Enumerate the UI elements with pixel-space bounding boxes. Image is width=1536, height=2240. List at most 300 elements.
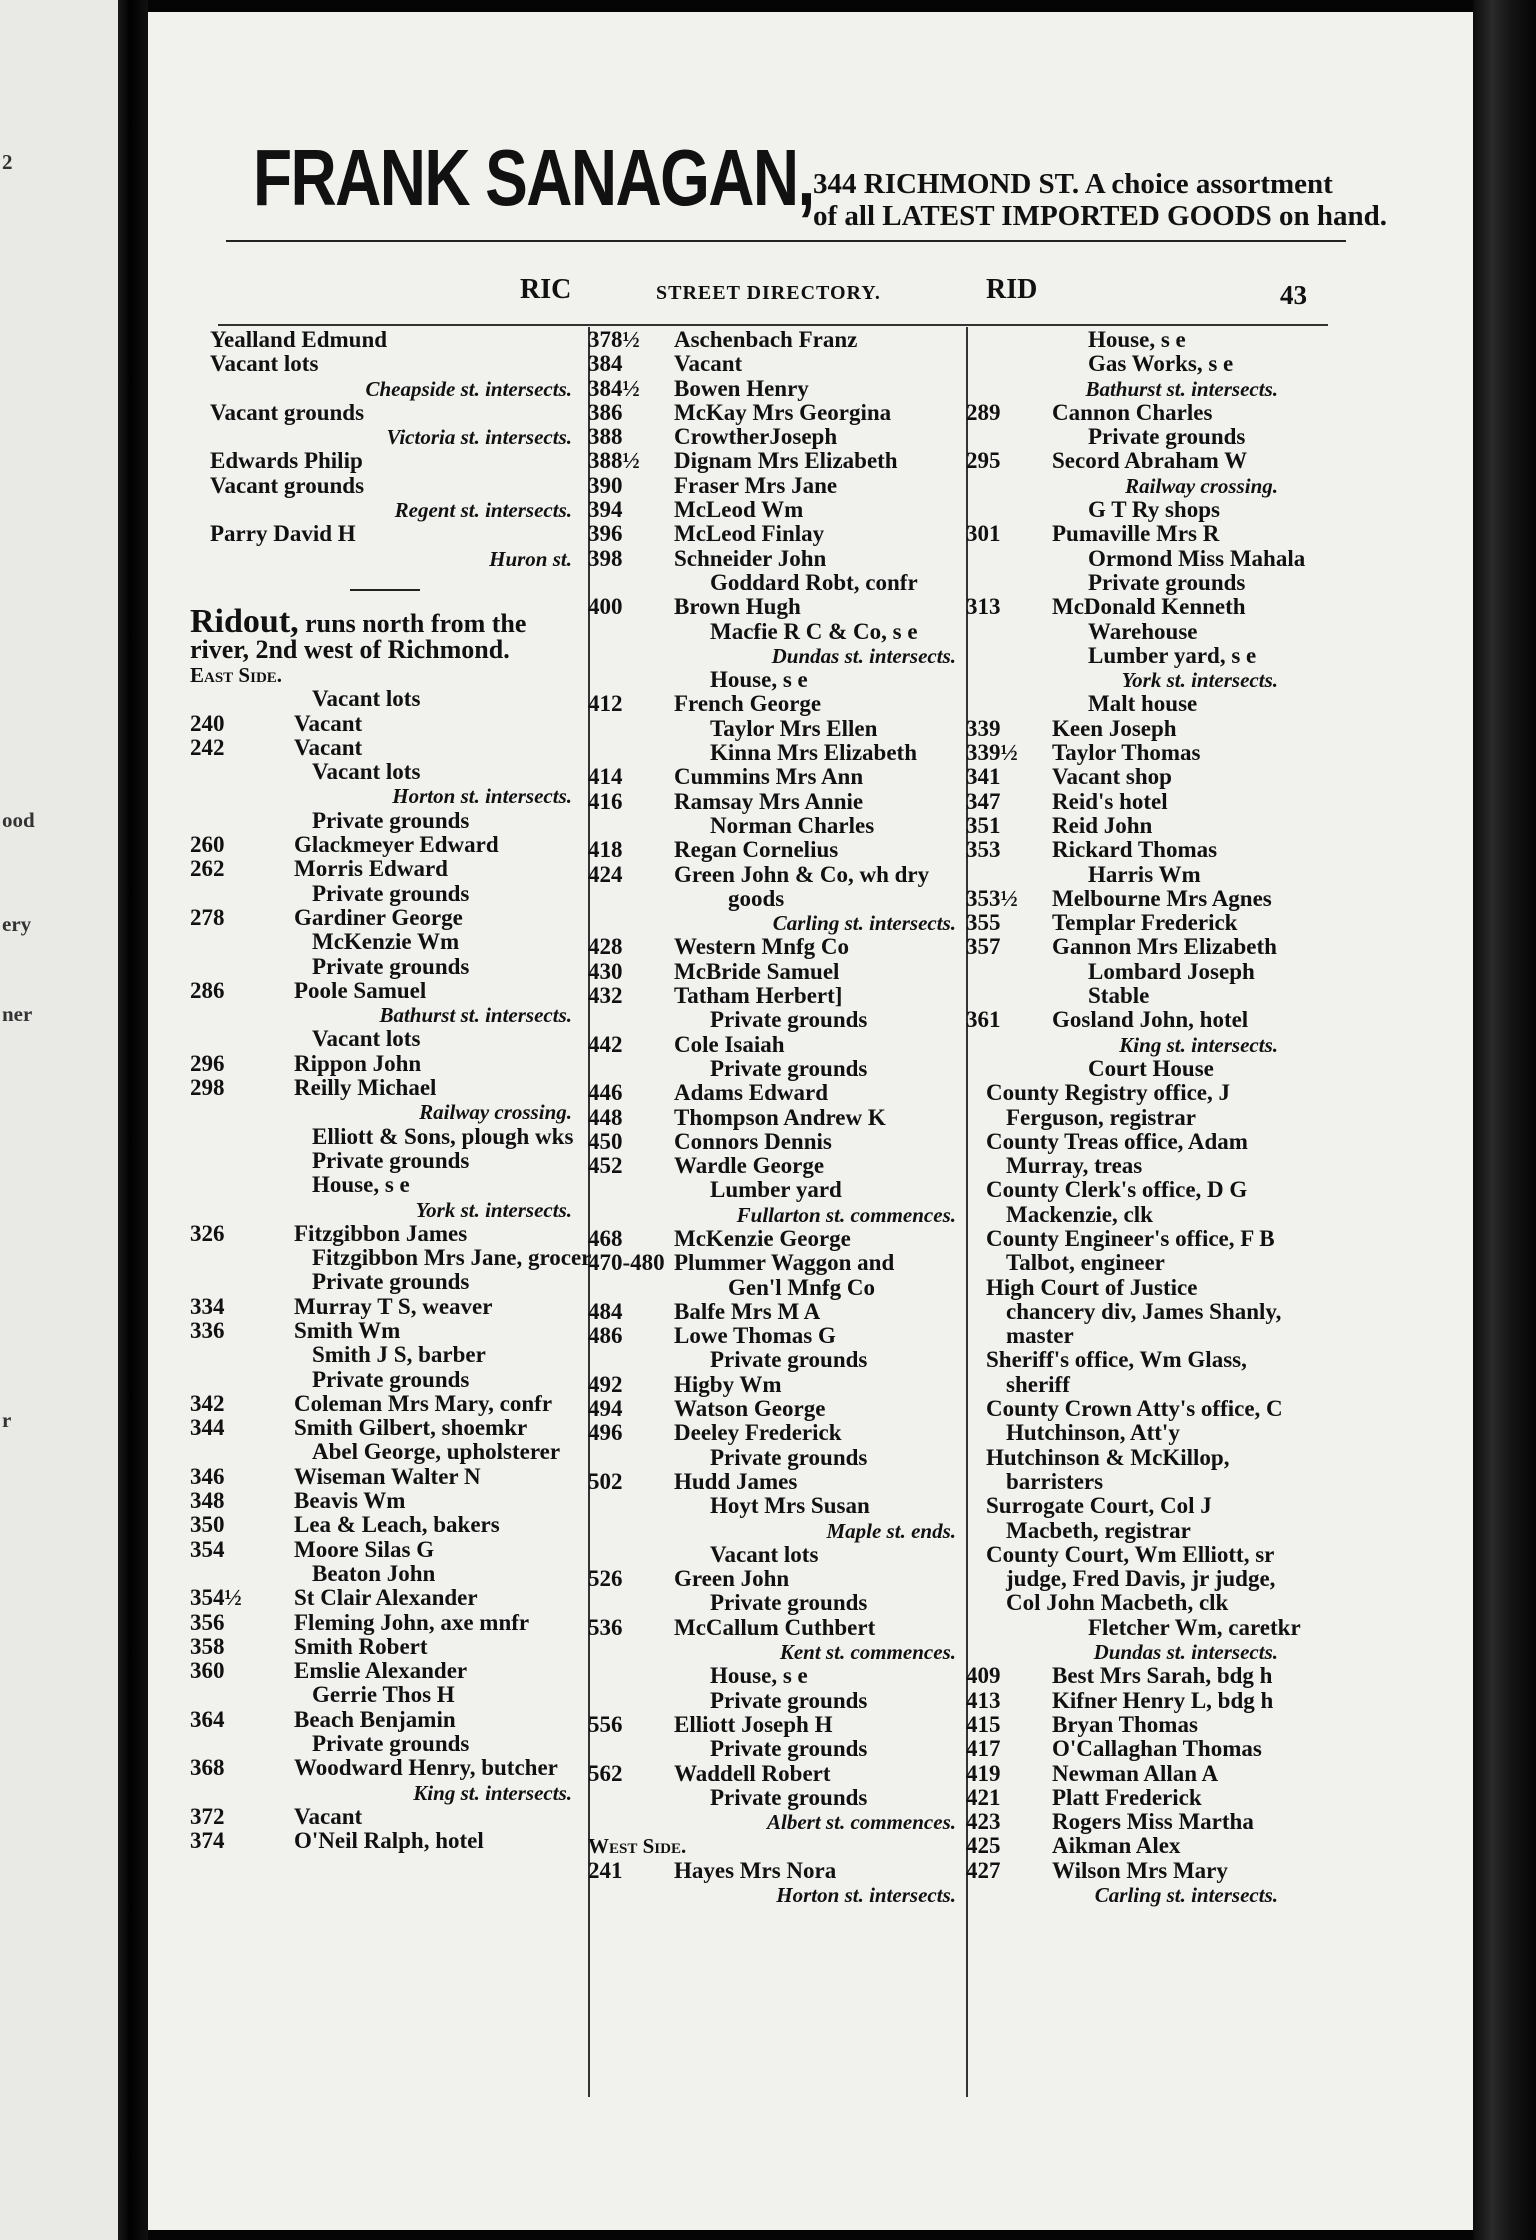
street-number: 364 xyxy=(190,1706,225,1732)
directory-entry xyxy=(588,474,964,498)
street-number: 356 xyxy=(190,1609,225,1635)
previous-page-fragment: ood xyxy=(2,808,35,832)
directory-entry xyxy=(588,425,964,449)
directory-entry xyxy=(588,595,964,619)
street-intersection-note: Victoria st. intersects. xyxy=(386,425,572,450)
header-rule xyxy=(218,324,1328,326)
occupant-name: Pumaville Mrs R xyxy=(1052,521,1220,547)
street-intersection-note: Cheapside st. intersects. xyxy=(365,376,572,401)
directory-entry xyxy=(190,1513,580,1537)
street-number: 384½ xyxy=(588,375,640,401)
directory-entry: Private grounds xyxy=(710,1784,868,1810)
directory-entry xyxy=(588,328,964,352)
directory-entry xyxy=(966,449,1286,473)
directory-entry: Hutchinson & McKillop, barristers xyxy=(986,1444,1230,1494)
directory-entry: Gas Works, s e xyxy=(1088,351,1234,377)
occupant-name: Hayes Mrs Nora xyxy=(674,1857,837,1883)
directory-entry xyxy=(588,1106,964,1130)
section-dash xyxy=(350,589,420,591)
directory-entry: Beaton John xyxy=(312,1560,436,1586)
street-number: 344 xyxy=(190,1415,225,1441)
directory-entry: Private grounds xyxy=(710,1007,868,1033)
street-number: 412 xyxy=(588,691,623,717)
street-number: 326 xyxy=(190,1220,225,1246)
occupant-name: Cummins Mrs Ann xyxy=(674,764,864,790)
street-number: 386 xyxy=(588,399,623,425)
occupant-name: McKenzie George xyxy=(674,1225,851,1251)
directory-entry xyxy=(588,1762,964,1786)
occupant-name: Kifner Henry L, bdg h xyxy=(1052,1687,1274,1713)
directory-entry xyxy=(190,1222,580,1246)
directory-entry xyxy=(190,857,580,881)
occupant-name: McBride Samuel xyxy=(674,958,840,984)
directory-entry xyxy=(588,935,964,959)
street-number: 486 xyxy=(588,1323,623,1349)
occupant-name: Aikman Alex xyxy=(1052,1833,1181,1859)
directory-entry xyxy=(966,1713,1286,1737)
occupant-name: Elliott Joseph H xyxy=(674,1711,833,1737)
street-number: 398 xyxy=(588,545,623,571)
street-number: 378½ xyxy=(588,327,640,352)
directory-column-1 xyxy=(190,327,592,1854)
street-number: 242 xyxy=(190,734,225,760)
directory-entry: Macfie R C & Co, s e xyxy=(710,618,918,644)
occupant-name: Adams Edward xyxy=(674,1080,829,1106)
directory-entry xyxy=(190,906,580,930)
street-intersection-note: York st. intersects. xyxy=(1121,668,1278,693)
street-number: 396 xyxy=(588,521,623,547)
directory-entry xyxy=(190,1052,580,1076)
directory-entry: Hoyt Mrs Susan xyxy=(710,1493,870,1519)
street-number: 452 xyxy=(588,1153,623,1179)
occupant-name: McCallum Cuthbert xyxy=(674,1614,876,1640)
occupant-name: Platt Frederick xyxy=(1052,1784,1202,1810)
street-intersection-note: Albert st. commences. xyxy=(767,1810,956,1835)
directory-entry xyxy=(190,1611,580,1635)
directory-entry: Court House xyxy=(1088,1055,1214,1081)
street-intersection-note: Dundas st. intersects. xyxy=(1093,1640,1278,1665)
directory-entry: Private grounds xyxy=(312,1269,470,1295)
street-intersection-note: Horton st. intersects. xyxy=(392,784,572,809)
directory-entry xyxy=(588,1154,964,1178)
occupant-name: Newman Allan A xyxy=(1052,1760,1219,1786)
street-number: 562 xyxy=(588,1760,623,1786)
directory-entry: Surrogate Court, Col J Macbeth, registrar xyxy=(986,1493,1212,1543)
street-number: 374 xyxy=(190,1828,225,1854)
street-number: 361 xyxy=(966,1007,1001,1033)
occupant-name: Thompson Andrew K xyxy=(674,1104,886,1130)
occupant-name: Vacant xyxy=(674,351,743,377)
street-intersection-note: King st. intersects. xyxy=(413,1780,572,1805)
directory-entry xyxy=(966,1008,1286,1032)
occupant-name: French George xyxy=(674,691,822,717)
directory-entry: Private grounds xyxy=(312,1147,470,1173)
directory-entry xyxy=(588,1324,964,1348)
occupant-name: Coleman Mrs Mary, confr xyxy=(294,1390,553,1416)
occupant-name: Wilson Mrs Mary xyxy=(1052,1857,1228,1883)
directory-entry xyxy=(190,736,580,760)
occupant-name: Poole Samuel xyxy=(294,977,427,1003)
directory-entry xyxy=(966,1786,1286,1810)
occupant-name: Taylor Thomas xyxy=(1052,740,1201,766)
occupant-name: Reilly Michael xyxy=(294,1075,437,1101)
directory-entry xyxy=(588,498,964,522)
occupant-name: McLeod Finlay xyxy=(674,521,825,547)
directory-entry: Vacant lots xyxy=(312,1026,421,1052)
directory-entry: Vacant lots xyxy=(312,686,421,712)
street-number: 409 xyxy=(966,1663,1001,1689)
directory-entry: House, s e xyxy=(710,667,808,693)
previous-page-fragment: ner xyxy=(2,1002,33,1026)
occupant-name: Wardle George xyxy=(674,1153,825,1179)
directory-entry: Warehouse xyxy=(1088,618,1198,644)
street-intersection-note: Bathurst st. intersects. xyxy=(379,1003,572,1028)
street-number: 346 xyxy=(190,1463,225,1489)
running-header-right: RID xyxy=(986,274,1038,305)
occupant-name: Secord Abraham W xyxy=(1052,448,1248,474)
street-number: 351 xyxy=(966,812,1001,838)
street-number: 416 xyxy=(588,788,623,814)
directory-entry xyxy=(588,863,964,887)
directory-entry: House, s e xyxy=(1088,327,1186,352)
directory-entry: McKenzie Wm xyxy=(312,929,460,955)
street-intersection-note: Maple st. ends. xyxy=(826,1518,956,1543)
advertisement-line-2: of all LATEST IMPORTED GOODS on hand. xyxy=(813,200,1388,232)
street-intersection-note: Carling st. intersects. xyxy=(1094,1883,1278,1907)
directory-entry: County Court, Wm Elliott, sr judge, Fred Davis, jr judge, Col John Macbeth, clk xyxy=(986,1541,1276,1616)
directory-entry: Malt house xyxy=(1088,691,1198,717)
street-number: 423 xyxy=(966,1809,1001,1835)
advertiser-name: FRANK SANAGAN, xyxy=(253,133,814,222)
directory-entry xyxy=(588,449,964,473)
occupant-name: Smith Gilbert, shoemkr xyxy=(294,1415,528,1441)
advertisement-text xyxy=(813,168,1387,232)
directory-entry xyxy=(588,1616,964,1640)
directory-entry xyxy=(588,692,964,716)
street-number: 354 xyxy=(190,1536,225,1562)
street-number: 286 xyxy=(190,977,225,1003)
occupant-name: Gosland John, hotel xyxy=(1052,1007,1249,1033)
occupant-name: Keen Joseph xyxy=(1052,715,1177,741)
directory-entry xyxy=(588,1713,964,1737)
street-number: 432 xyxy=(588,983,623,1009)
occupant-name: Ramsay Mrs Annie xyxy=(674,788,864,814)
occupant-name: Smith Robert xyxy=(294,1633,428,1659)
street-number: 241 xyxy=(588,1857,623,1883)
occupant-name: Vacant xyxy=(294,734,363,760)
street-heading: Ridout, runs north from the river, 2nd west of Richmond. xyxy=(190,602,527,664)
occupant-name: Regan Cornelius xyxy=(674,837,839,863)
occupant-name: Rickard Thomas xyxy=(1052,837,1218,863)
street-number: 301 xyxy=(966,521,1001,547)
street-number: 446 xyxy=(588,1080,623,1106)
street-number: 360 xyxy=(190,1658,225,1684)
directory-entry xyxy=(190,1708,580,1732)
occupant-name: Watson George xyxy=(674,1396,826,1422)
occupant-name: Vacant shop xyxy=(1052,764,1172,790)
directory-entry: G T Ry shops xyxy=(1088,497,1220,523)
directory-entry xyxy=(588,765,964,789)
occupant-name: Murray T S, weaver xyxy=(294,1293,493,1319)
directory-column-3 xyxy=(966,327,1306,1907)
street-number: 298 xyxy=(190,1075,225,1101)
previous-page-edge xyxy=(0,0,118,2240)
street-number: 390 xyxy=(588,472,623,498)
street-intersection-note: Railway crossing. xyxy=(419,1100,572,1125)
occupant-name: Higby Wm xyxy=(674,1371,782,1397)
directory-entry xyxy=(588,522,964,546)
directory-entry: Private grounds xyxy=(710,1347,868,1373)
street-number: 400 xyxy=(588,594,623,620)
book-page-edges xyxy=(1473,0,1536,2240)
directory-entry xyxy=(190,1416,580,1440)
street-intersection-note: King st. intersects. xyxy=(1119,1032,1278,1057)
directory-entry xyxy=(588,1421,964,1445)
directory-entry xyxy=(966,1689,1286,1713)
occupant-name: Smith Wm xyxy=(294,1317,401,1343)
directory-entry: House, s e xyxy=(312,1172,410,1198)
street-number: 556 xyxy=(588,1711,623,1737)
directory-entry: Vacant lots xyxy=(710,1541,819,1567)
directory-entry xyxy=(588,1300,964,1324)
directory-entry xyxy=(190,1756,580,1780)
directory-entry xyxy=(966,1762,1286,1786)
directory-entry: Harris Wm xyxy=(1088,861,1201,887)
directory-page xyxy=(148,12,1473,2230)
street-number: 413 xyxy=(966,1687,1001,1713)
directory-column-2 xyxy=(588,328,964,1907)
occupant-name: St Clair Alexander xyxy=(294,1585,478,1611)
occupant-name: Gardiner George xyxy=(294,904,463,930)
street-number: 492 xyxy=(588,1371,623,1397)
street-number: 339 xyxy=(966,715,1001,741)
directory-entry xyxy=(588,1130,964,1154)
street-number: 384 xyxy=(588,351,623,377)
street-number: 427 xyxy=(966,1857,1001,1883)
street-number: 295 xyxy=(966,448,1001,474)
directory-entry: Vacant grounds xyxy=(210,472,365,498)
street-number: 260 xyxy=(190,832,225,858)
directory-entry: Stable xyxy=(1088,983,1150,1009)
directory-entry xyxy=(966,401,1286,425)
street-number: 342 xyxy=(190,1390,225,1416)
directory-entry xyxy=(966,595,1286,619)
directory-entry xyxy=(588,1251,964,1275)
street-intersection-note: Carling st. intersects. xyxy=(772,911,956,936)
directory-entry: Private grounds xyxy=(312,1731,470,1757)
street-number: 430 xyxy=(588,958,623,984)
directory-entry: Private grounds xyxy=(312,880,470,906)
street-intersection-note: Dundas st. intersects. xyxy=(771,643,956,668)
directory-entry xyxy=(588,790,964,814)
occupant-name: Connors Dennis xyxy=(674,1128,832,1154)
directory-entry xyxy=(588,1397,964,1421)
street-number: 353 xyxy=(966,837,1001,863)
directory-entry: Abel George, upholsterer xyxy=(312,1439,561,1465)
street-name: Ridout, xyxy=(190,602,299,640)
occupant-name: Brown Hugh xyxy=(674,594,801,620)
directory-entry xyxy=(588,1227,964,1251)
directory-entry: Fitzgibbon Mrs Jane, grocer xyxy=(312,1245,592,1271)
street-number: 424 xyxy=(588,861,623,887)
directory-entry xyxy=(588,1567,964,1591)
street-number: 350 xyxy=(190,1512,225,1538)
street-number: 468 xyxy=(588,1225,623,1251)
occupant-name: Emslie Alexander xyxy=(294,1658,468,1684)
directory-entry: County Crown Atty's office, C Hutchinson, Att'y xyxy=(986,1396,1283,1446)
occupant-name: Bowen Henry xyxy=(674,375,809,401)
directory-entry xyxy=(190,1076,580,1100)
street-number: 484 xyxy=(588,1298,623,1324)
directory-entry xyxy=(588,838,964,862)
directory-entry: Gen'l Mnfg Co xyxy=(728,1274,875,1300)
street-number: 448 xyxy=(588,1104,623,1130)
directory-entry xyxy=(190,979,580,1003)
street-intersection-note: Horton st. intersects. xyxy=(776,1883,956,1907)
occupant-name: Green John xyxy=(674,1566,790,1592)
street-number: 394 xyxy=(588,497,623,523)
directory-entry xyxy=(190,1465,580,1489)
directory-entry: Private grounds xyxy=(1088,424,1246,450)
occupant-name: Wiseman Walter N xyxy=(294,1463,481,1489)
directory-entry: Kinna Mrs Elizabeth xyxy=(710,740,918,766)
side-heading: West Side. xyxy=(588,1834,687,1859)
directory-entry xyxy=(966,935,1286,959)
directory-entry xyxy=(190,1805,580,1829)
occupant-name: Best Mrs Sarah, bdg h xyxy=(1052,1663,1273,1689)
directory-entry xyxy=(190,1489,580,1513)
directory-entry: Vacant lots xyxy=(210,351,319,377)
street-number: 415 xyxy=(966,1711,1001,1737)
street-number: 494 xyxy=(588,1396,623,1422)
book-gutter xyxy=(118,0,148,2240)
occupant-name: O'Neil Ralph, hotel xyxy=(294,1828,484,1854)
directory-entry: Ormond Miss Mahala xyxy=(1088,545,1306,571)
occupant-name: Glackmeyer Edward xyxy=(294,832,499,858)
directory-entry xyxy=(588,1081,964,1105)
directory-entry: Lombard Joseph xyxy=(1088,958,1255,984)
street-number: 418 xyxy=(588,837,623,863)
page-number: 43 xyxy=(1280,280,1307,310)
directory-entry xyxy=(190,1392,580,1416)
directory-entry xyxy=(588,401,964,425)
directory-entry: County Engineer's office, F B Talbot, engineer xyxy=(986,1225,1275,1276)
side-heading: East Side. xyxy=(190,662,283,687)
directory-entry: Private grounds xyxy=(710,1736,868,1762)
directory-entry: Gerrie Thos H xyxy=(312,1682,455,1708)
previous-page-fragment: 2 xyxy=(2,150,13,174)
street-number: 536 xyxy=(588,1614,623,1640)
street-number: 313 xyxy=(966,594,1001,620)
directory-entry xyxy=(966,717,1286,741)
street-intersection-note: Regent st. intersects. xyxy=(394,498,572,523)
occupant-name: Morris Edward xyxy=(294,856,448,882)
directory-entry xyxy=(966,1859,1286,1883)
street-number: 421 xyxy=(966,1784,1001,1810)
directory-entry xyxy=(190,1295,580,1319)
directory-entry: Private grounds xyxy=(710,1055,868,1081)
street-number: 240 xyxy=(190,710,225,736)
directory-entry: Norman Charles xyxy=(710,812,875,838)
advertisement-rule xyxy=(226,240,1346,242)
occupant-name: Gannon Mrs Elizabeth xyxy=(1052,934,1277,960)
directory-entry xyxy=(588,960,964,984)
street-intersection-note: Kent st. commences. xyxy=(779,1640,956,1665)
directory-entry: Private grounds xyxy=(312,953,470,979)
street-intersection-note: York st. intersects. xyxy=(415,1197,572,1222)
street-number: 372 xyxy=(190,1803,225,1829)
occupant-name: O'Callaghan Thomas xyxy=(1052,1736,1262,1762)
directory-entry xyxy=(588,547,964,571)
directory-entry xyxy=(966,814,1286,838)
street-intersection-note: Railway crossing. xyxy=(1125,473,1278,498)
occupant-name: Vacant xyxy=(294,1803,363,1829)
directory-entry: Lumber yard xyxy=(710,1177,842,1203)
street-number: 339½ xyxy=(966,740,1018,766)
street-number: 417 xyxy=(966,1736,1001,1762)
occupant-name: Tatham Herbert] xyxy=(674,983,843,1009)
occupant-name: Lea & Leach, bakers xyxy=(294,1512,500,1538)
directory-entry xyxy=(190,1319,580,1343)
street-intersection-note: Huron st. xyxy=(489,546,572,571)
occupant-name: Lowe Thomas G xyxy=(674,1323,836,1349)
occupant-name: CrowtherJoseph xyxy=(674,424,838,450)
directory-entry: Elliott & Sons, plough wks xyxy=(312,1123,574,1149)
occupant-name: Rogers Miss Martha xyxy=(1052,1809,1254,1835)
previous-page-fragment: r xyxy=(2,1408,12,1432)
street-number: 355 xyxy=(966,910,1001,936)
street-number: 347 xyxy=(966,788,1001,814)
directory-entry xyxy=(190,1659,580,1683)
street-number: 526 xyxy=(588,1566,623,1592)
directory-entry: Private grounds xyxy=(710,1444,868,1470)
occupant-name: Deeley Frederick xyxy=(674,1420,842,1446)
occupant-name: Dignam Mrs Elizabeth xyxy=(674,448,898,474)
directory-entry xyxy=(588,1373,964,1397)
directory-entry: Parry David H xyxy=(210,521,356,547)
occupant-name: Rippon John xyxy=(294,1050,422,1076)
occupant-name: Green John & Co, wh dry xyxy=(674,861,930,887)
occupant-name: Moore Silas G xyxy=(294,1536,435,1562)
occupant-name: Fraser Mrs Jane xyxy=(674,472,838,498)
directory-entry xyxy=(588,377,964,401)
directory-entry xyxy=(190,1635,580,1659)
occupant-name: Fitzgibbon James xyxy=(294,1220,468,1246)
occupant-name: McDonald Kenneth xyxy=(1052,594,1246,620)
occupant-name: Woodward Henry, butcher xyxy=(294,1755,558,1781)
occupant-name: Aschenbach Franz xyxy=(674,327,858,352)
street-number: 334 xyxy=(190,1293,225,1319)
street-intersection-note: Fullarton st. commences. xyxy=(736,1202,956,1227)
street-number: 388½ xyxy=(588,448,640,474)
directory-entry xyxy=(966,1664,1286,1688)
directory-entry xyxy=(588,352,964,376)
directory-entry xyxy=(588,1859,964,1883)
directory-entry: County Registry office, J Ferguson, registrar xyxy=(986,1080,1231,1130)
street-number: 358 xyxy=(190,1633,225,1659)
street-number: 296 xyxy=(190,1050,225,1076)
street-intersection-note: Bathurst st. intersects. xyxy=(1085,376,1278,401)
street-number: 428 xyxy=(588,934,623,960)
occupant-name: Cole Isaiah xyxy=(674,1031,785,1057)
street-number: 336 xyxy=(190,1317,225,1343)
occupant-name: McKay Mrs Georgina xyxy=(674,399,892,425)
directory-entry: County Clerk's office, D G Mackenzie, clk xyxy=(986,1177,1248,1227)
directory-entry: Private grounds xyxy=(710,1687,868,1713)
street-number: 496 xyxy=(588,1420,623,1446)
directory-entry: Vacant grounds xyxy=(210,399,365,425)
street-number: 450 xyxy=(588,1128,623,1154)
